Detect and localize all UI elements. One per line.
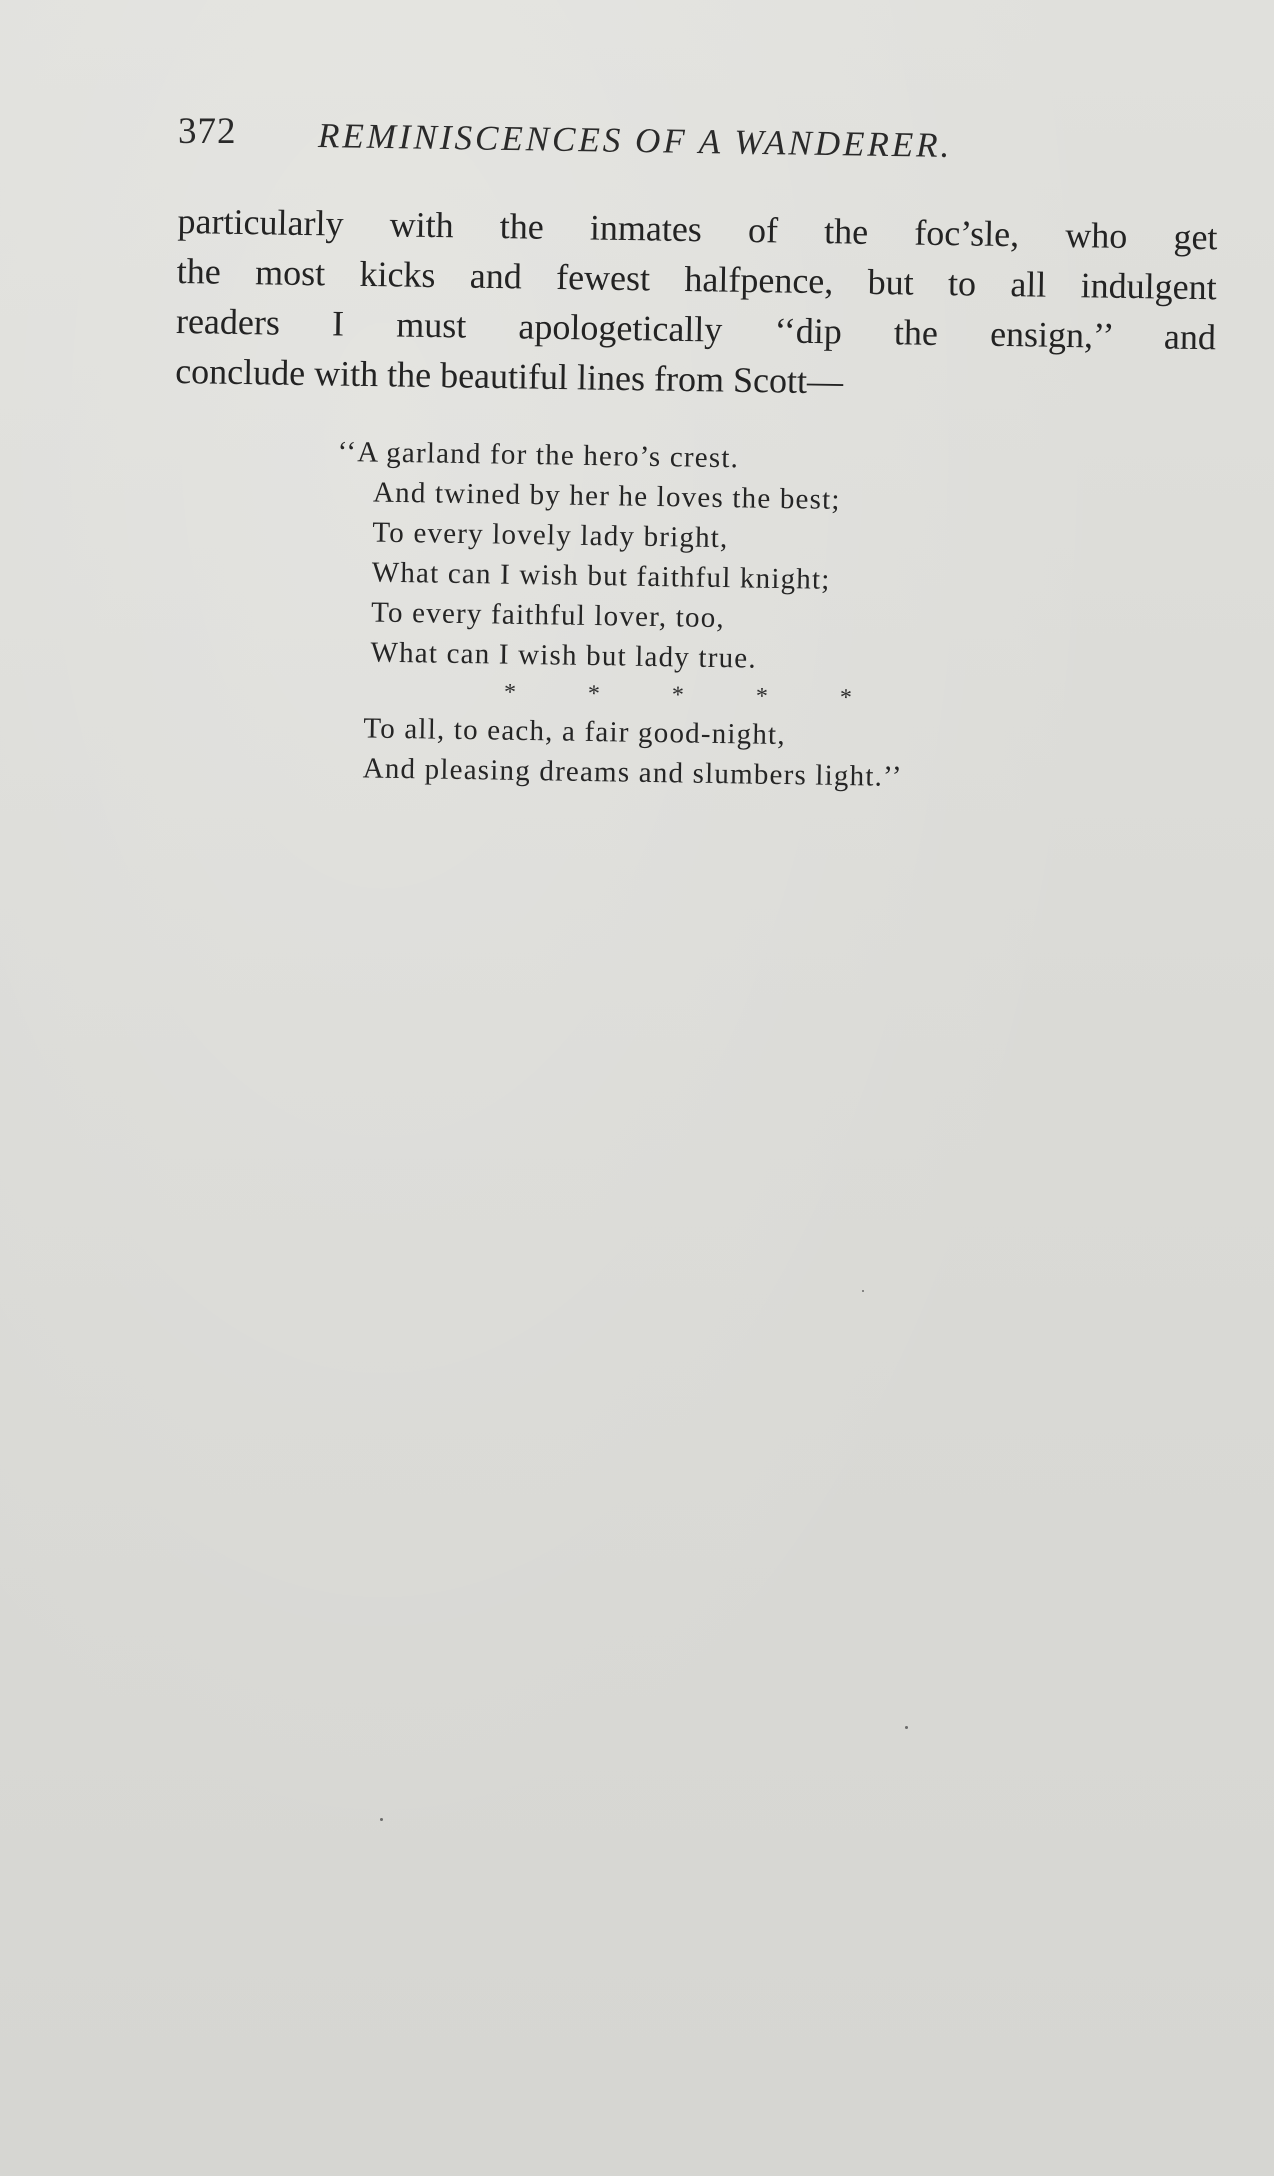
asterisk: *	[839, 684, 853, 712]
asterisk: *	[503, 679, 517, 706]
asterisk: *	[587, 680, 601, 708]
body-paragraph	[175, 196, 1218, 412]
paper-speck	[380, 1818, 383, 1821]
verse-line: To all, to each, a fair good-night,	[363, 712, 787, 752]
page-header	[178, 108, 1098, 165]
poem-quotation	[332, 432, 1058, 799]
running-title: REMINISCENCES OF A WANDERER.	[317, 116, 953, 165]
text-line: conclude with the beautiful lines from Scott—	[174, 350, 844, 402]
verse-line: ‘‘A garland for the hero’s crest.	[337, 435, 740, 475]
text-line: the most kicks and fewest halfpence, but to all indulgent	[176, 250, 1218, 308]
paper-speck	[905, 1726, 908, 1729]
verse-line: What can I wish but lady true.	[370, 636, 758, 675]
verse-line: To every lovely lady bright,	[372, 516, 729, 555]
asterisk: *	[755, 683, 769, 710]
page-number: 372	[178, 111, 237, 152]
verse-line: What can I wish but faithful knight;	[371, 556, 831, 596]
verse-line: And pleasing dreams and slumbers light.’’	[362, 752, 903, 793]
text-line: particularly with the inmates of the foc’sle, who get	[177, 200, 1218, 258]
verse-line: To every faithful lover, too,	[370, 596, 726, 635]
verse-line: And twined by her he loves the best;	[372, 476, 841, 516]
asterisk: *	[671, 682, 685, 709]
paper-speck	[862, 1290, 864, 1292]
text-line: readers I must apologetically ‘‘dip the ensign,’’ and	[175, 300, 1217, 358]
